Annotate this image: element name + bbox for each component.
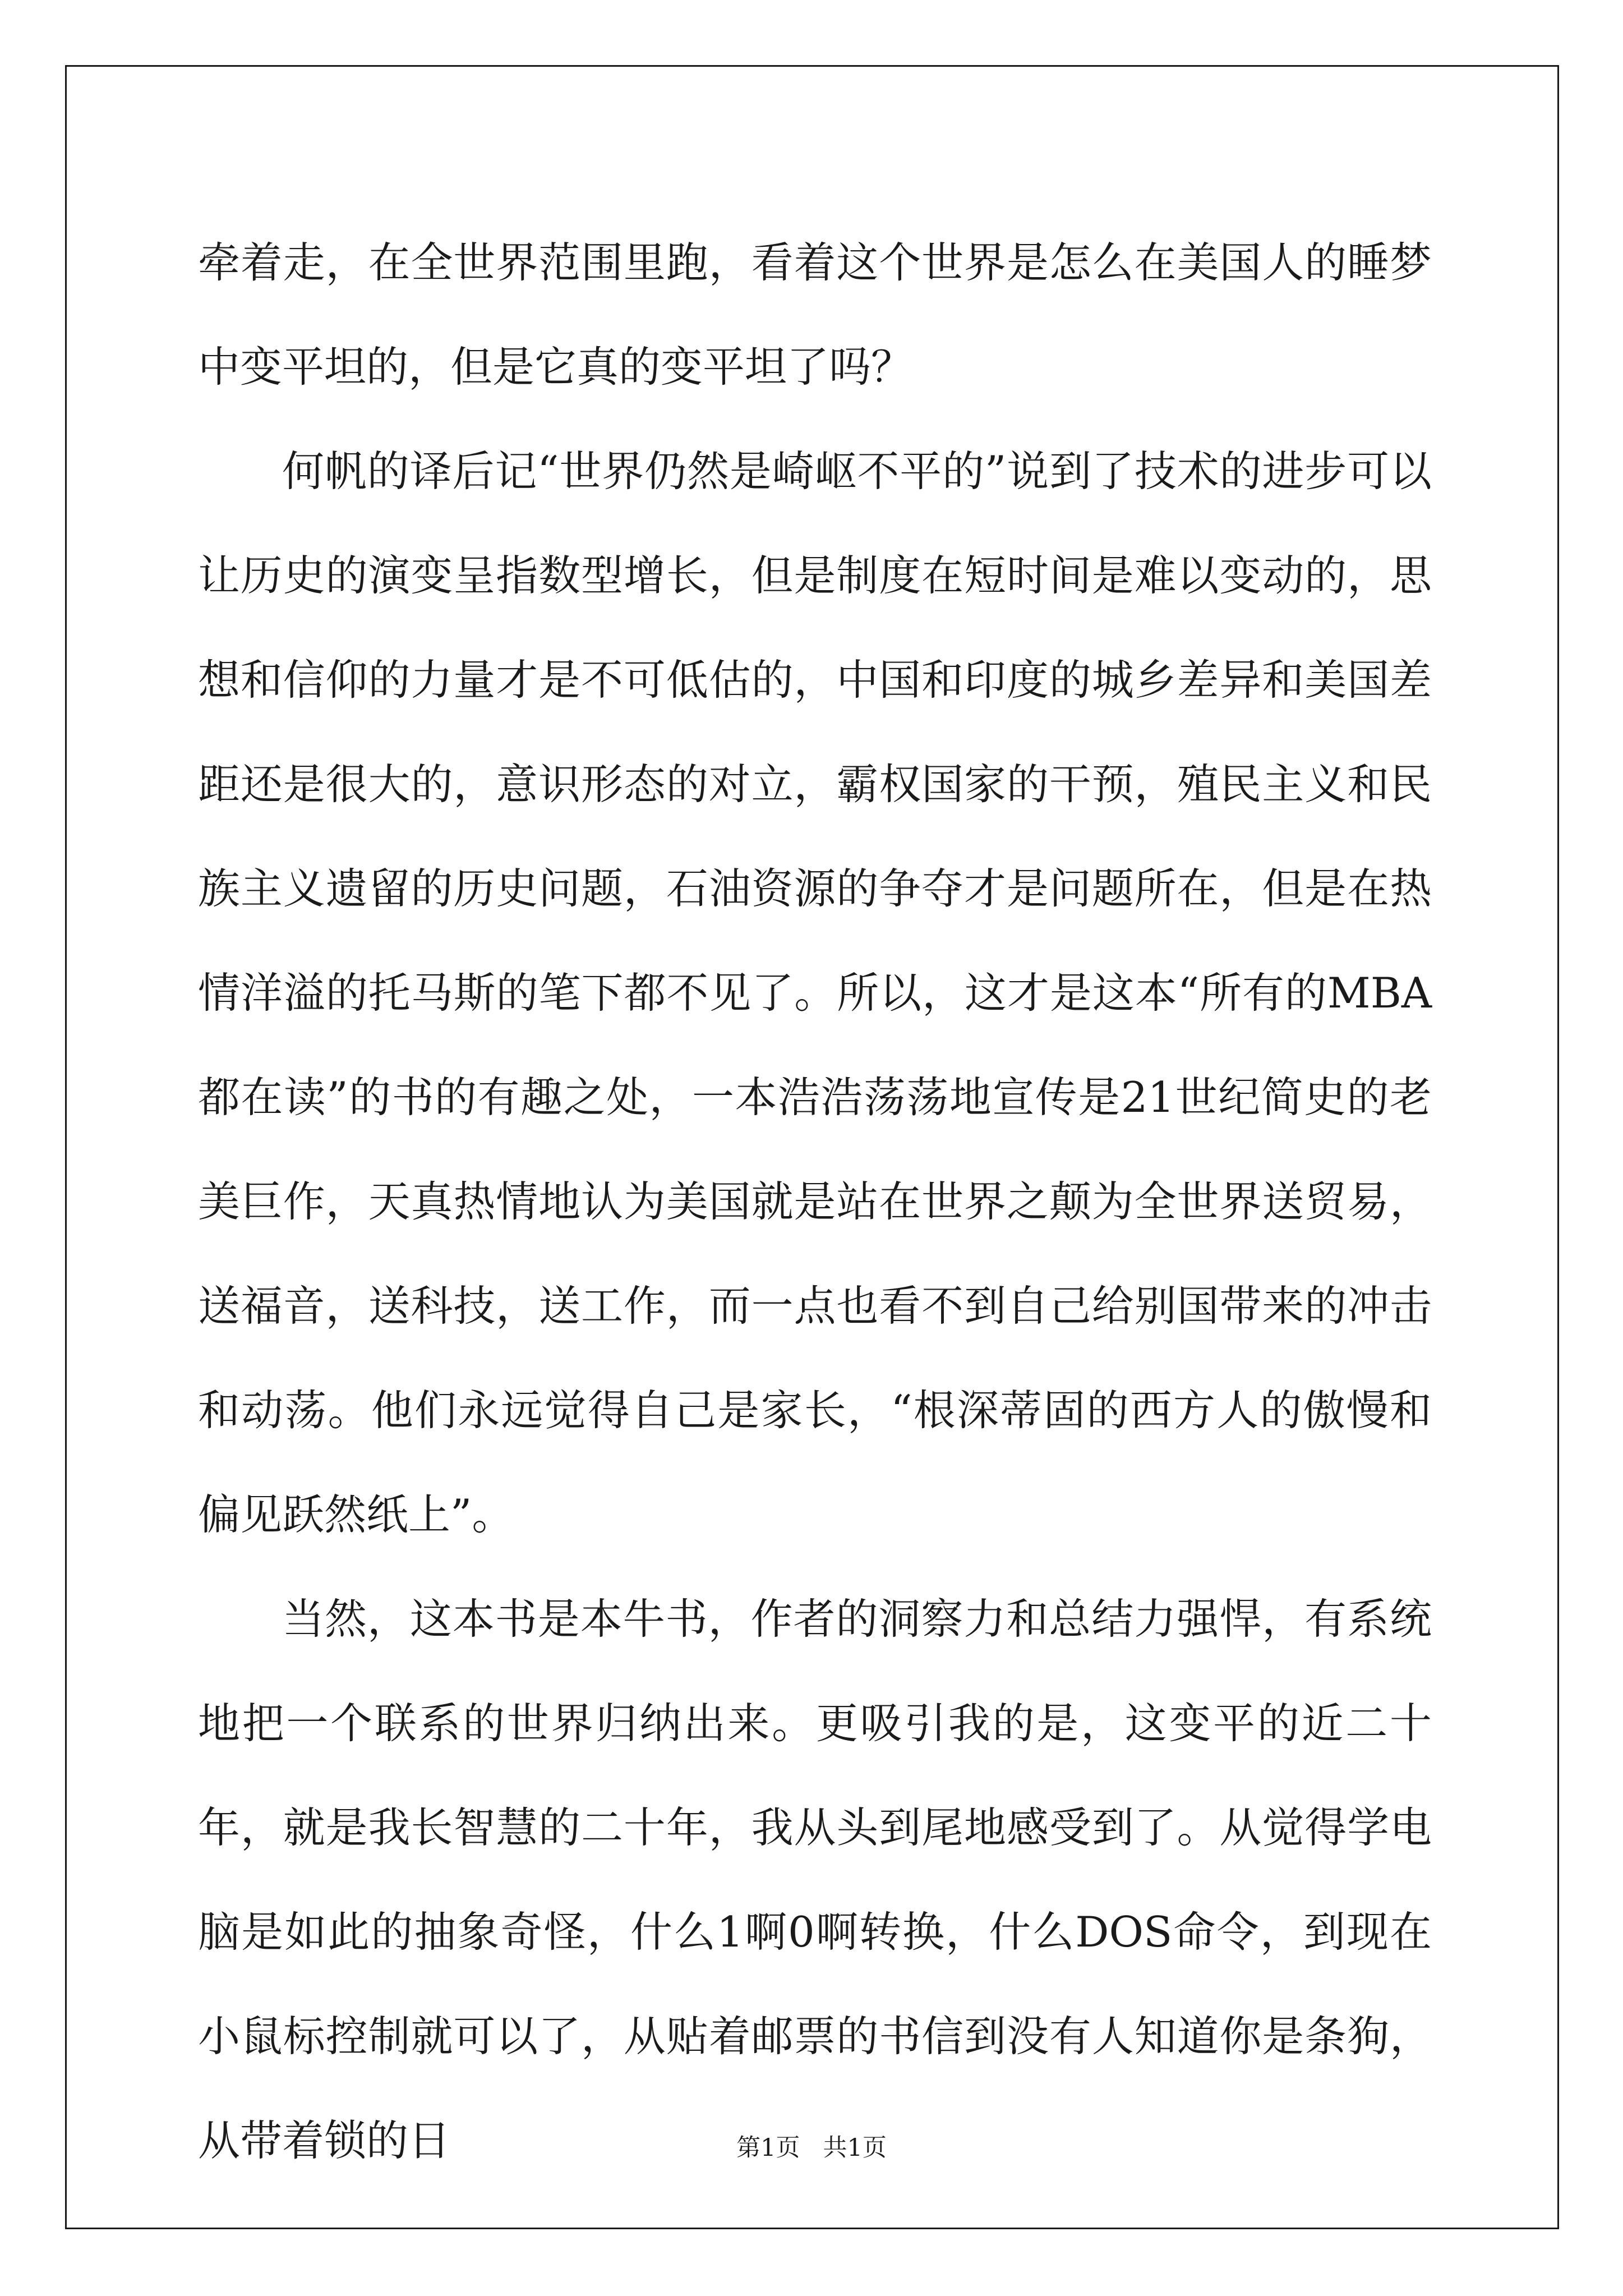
paragraph-3: 当然，这本书是本牛书，作者的洞察力和总结力强悍，有系统地把一个联系的世界归纳出来。更吸引我的是，这变平的近二十年，就是我长智慧的二十年，我从头到尾地感受到了。从觉得学电脑是如此的抽象奇怪，什么1啊0啊转换，什么DOS命令，到现在小鼠标控制就可以了，从贴着邮票的书信到没有人知道你是条狗，从带着锁的日	[198, 1594, 1432, 2165]
page-footer: 第1页 共1页	[736, 2134, 887, 2162]
paragraph-1: 牵着走，在全世界范围里跑，看着这个世界是怎么在美国人的睡梦中变平坦的，但是它真的变平坦了吗？	[198, 238, 1432, 392]
document-body	[198, 210, 1432, 2193]
paragraph-2: 何帆的译后记“世界仍然是崎岖不平的”说到了技术的进步可以让历史的演变呈指数型增长，但是制度在短时间是难以变动的，思想和信仰的力量才是不可低估的，中国和印度的城乡差异和美国差距还是很大的，意识形态的对立，霸权国家的干预，殖民主义和民族主义遗留的历史问题，石油资源的争夺才是问题所在，但是在热情洋溢的托马斯的笔下都不见了。所以，这才是这本“所有的MBA都在读”的书的有趣之处，一本浩浩荡荡地宣传是21世纪简史的老美巨作，天真热情地认为美国就是站在世界之颠为全世界送贸易，送福音，送科技，送工作，而一点也看不到自己给别国带来的冲击和动荡。他们永远觉得自己是家长，“根深蒂固的西方人的傲慢和偏见跃然纸上”。	[198, 447, 1432, 1539]
